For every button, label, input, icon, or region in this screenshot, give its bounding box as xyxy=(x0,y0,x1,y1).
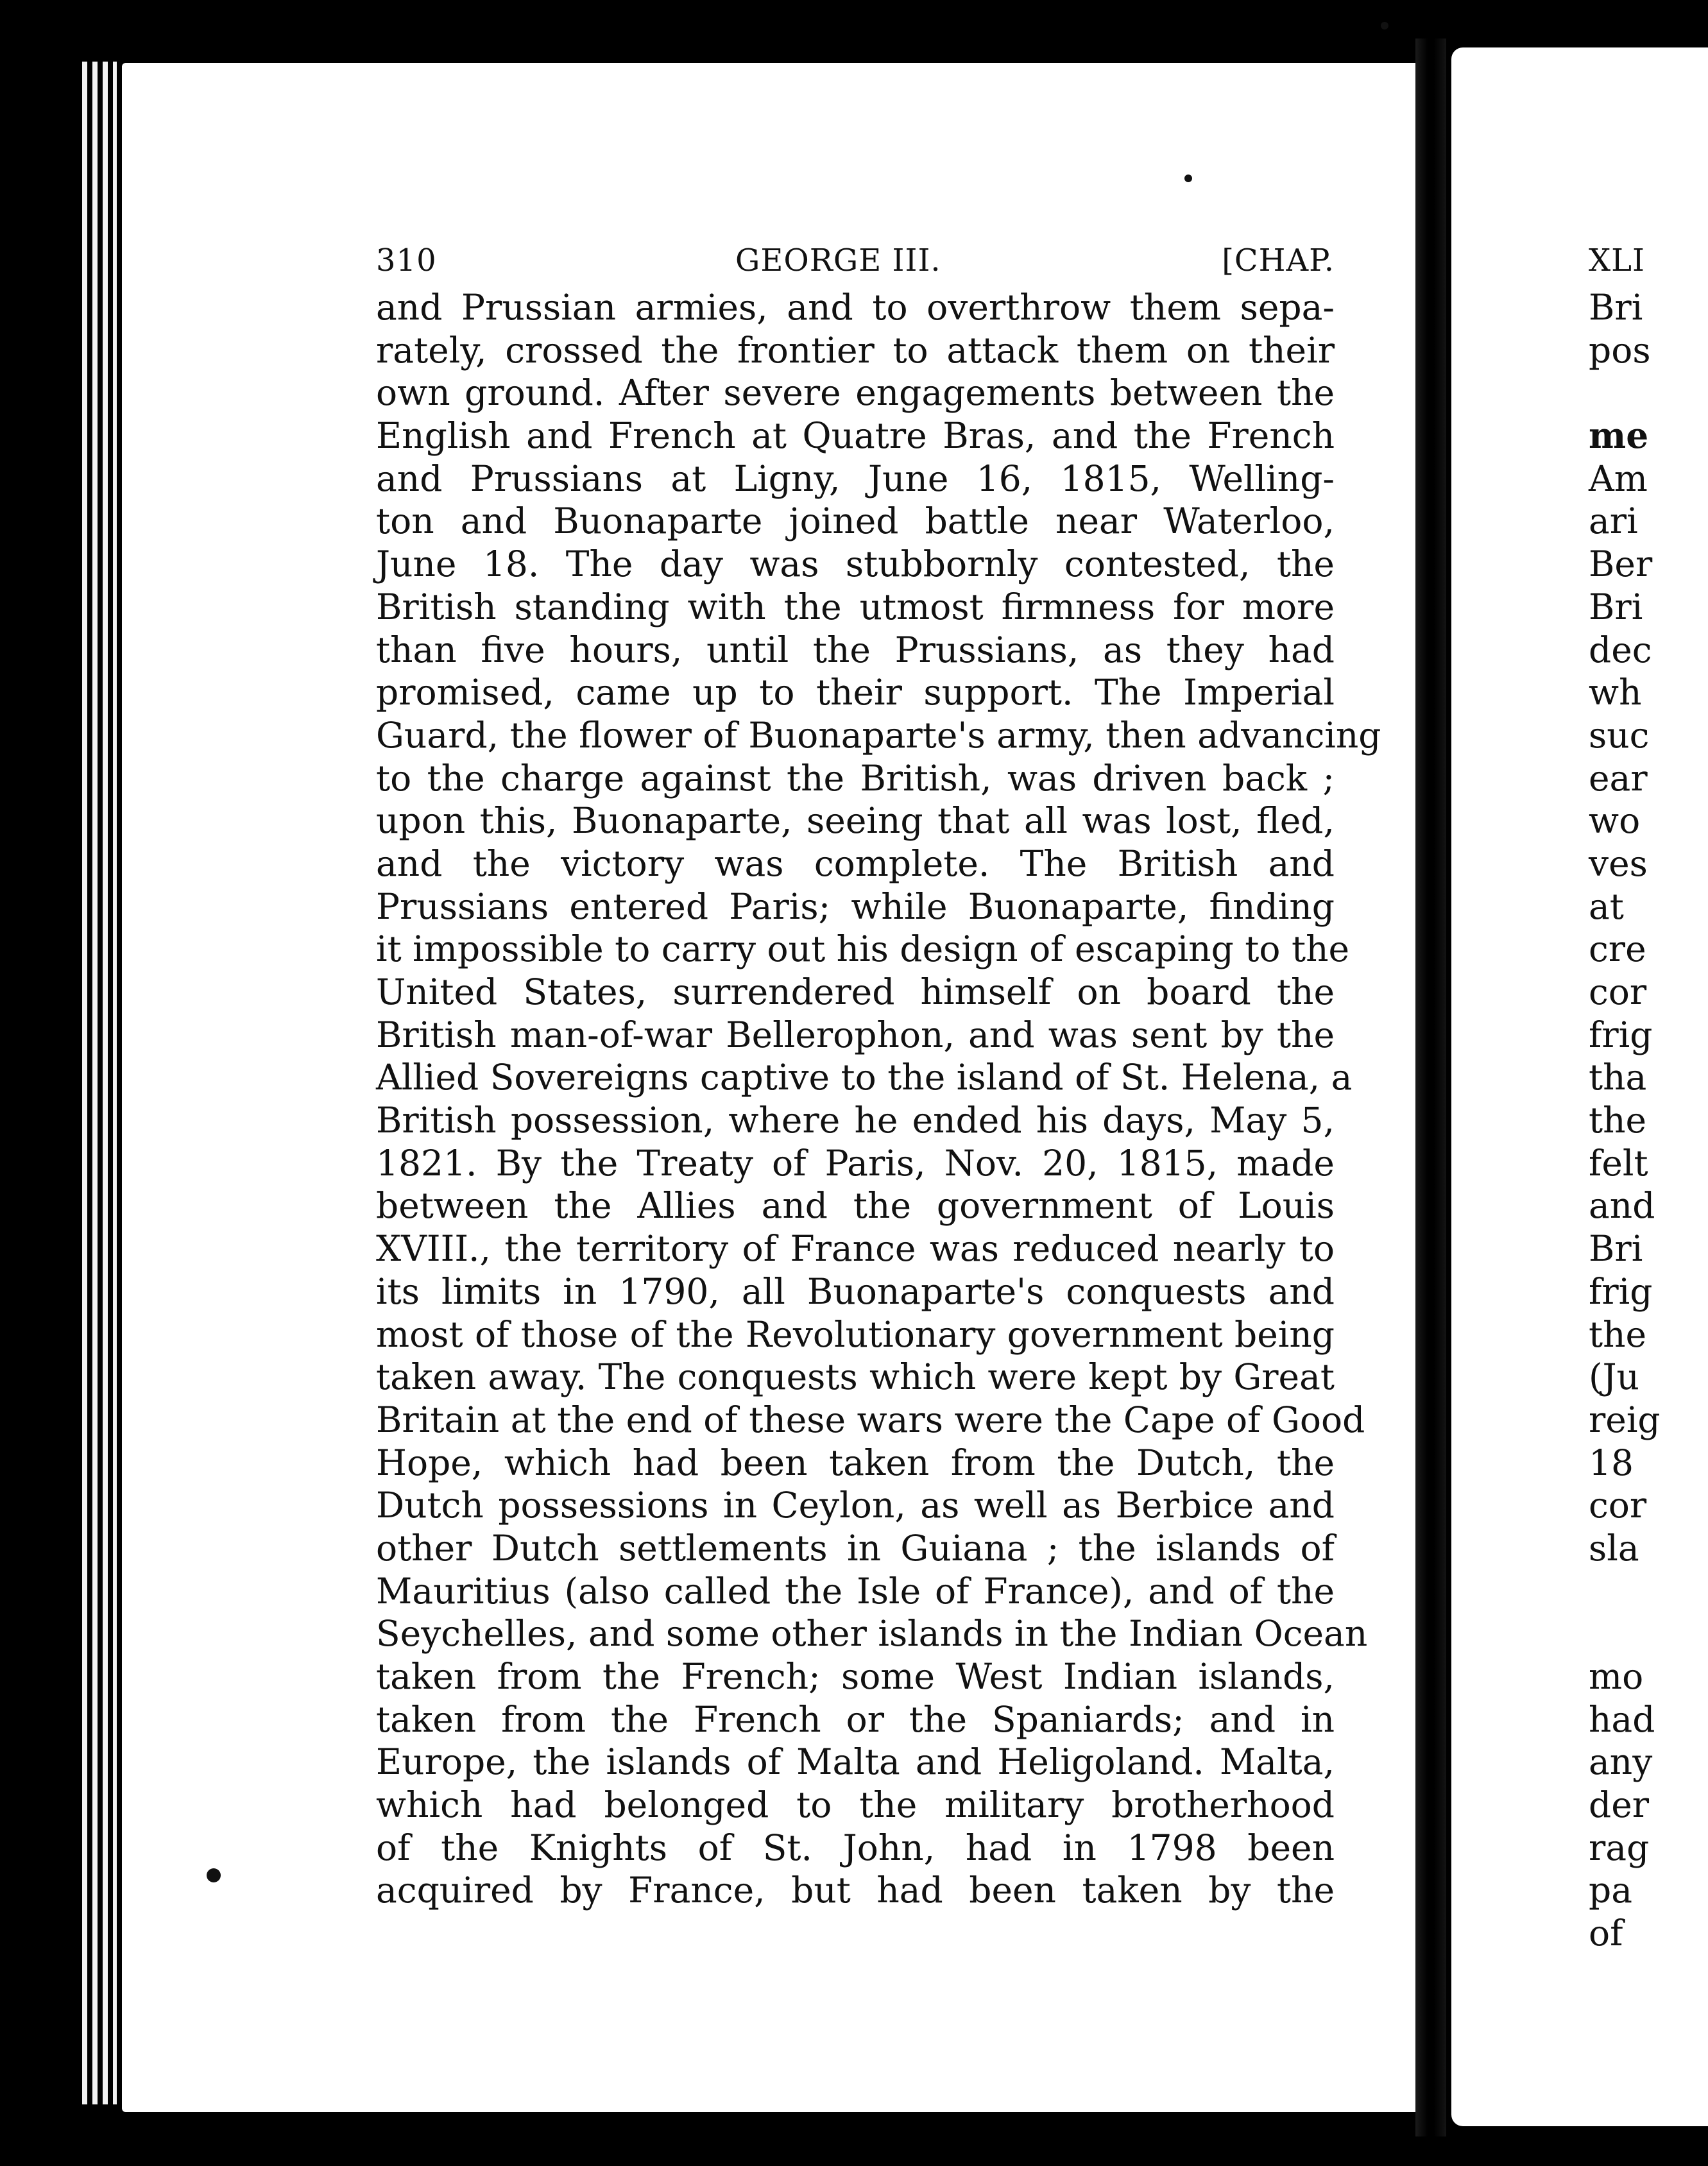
text-line-fragment: Bri xyxy=(1589,1228,1643,1270)
text-line-fragment: of xyxy=(1589,1913,1623,1954)
text-line: which had belonged to the military brotherhood xyxy=(376,1784,1335,1826)
text-line-fragment: and xyxy=(1589,1185,1655,1227)
text-line: and Prussians at Ligny, June 16, 1815, Welling- xyxy=(376,457,1335,499)
ink-speck xyxy=(1381,22,1388,30)
text-line-fragment: dec xyxy=(1589,629,1652,670)
page-edge xyxy=(82,62,87,2104)
right-page-text xyxy=(1589,235,1678,1955)
text-line-fragment: Ber xyxy=(1589,543,1653,585)
left-page-text xyxy=(376,235,1381,1912)
text-line: British possession, where he ended his days, May 5, xyxy=(376,1100,1335,1141)
text-line-fragment: the xyxy=(1589,1100,1647,1141)
text-line: British standing with the utmost firmness for more xyxy=(376,586,1335,627)
text-line-fragment: felt xyxy=(1589,1142,1648,1184)
text-line: June 18. The day was stubbornly contested, the xyxy=(376,543,1335,585)
text-line-fragment: any xyxy=(1589,1741,1653,1783)
text-line: United States, surrendered himself on board the xyxy=(376,971,1335,1012)
text-line: and the victory was complete. The British and xyxy=(376,842,1335,884)
right-body-text xyxy=(1589,286,1678,1955)
running-title: GEORGE III. xyxy=(735,243,941,278)
text-line-fragment: 18 xyxy=(1589,1442,1634,1483)
text-line-fragment: wh xyxy=(1589,672,1642,713)
text-line-fragment: wo xyxy=(1589,800,1641,842)
text-line: ton and Buonaparte joined battle near Waterloo, xyxy=(376,500,1335,542)
text-line-fragment: pa xyxy=(1589,1870,1632,1911)
text-line-fragment: Bri xyxy=(1589,586,1643,627)
text-line-fragment: sla xyxy=(1589,1527,1639,1569)
page-edge xyxy=(103,62,108,2104)
text-line-fragment xyxy=(1589,1612,1678,1655)
ink-speck xyxy=(1184,175,1192,182)
chapter-marker: [CHAP. xyxy=(1222,243,1335,278)
running-header xyxy=(376,235,1335,286)
text-line-fragment: ves xyxy=(1589,842,1648,884)
text-line-fragment: at xyxy=(1589,885,1624,927)
text-line-fragment: Am xyxy=(1589,457,1648,499)
text-line-fragment: der xyxy=(1589,1784,1650,1826)
text-line-fragment: me xyxy=(1589,414,1649,457)
page-number: 310 xyxy=(376,243,437,278)
text-line-fragment: cre xyxy=(1589,928,1646,970)
text-line-fragment: reig xyxy=(1589,1399,1661,1440)
text-line-fragment: the xyxy=(1589,1313,1647,1355)
text-line: English and French at Quatre Bras, and the French xyxy=(376,415,1335,457)
text-line: between the Allies and the government of Louis xyxy=(376,1185,1335,1227)
text-line-fragment: Bri xyxy=(1589,287,1643,328)
text-line: Prussians entered Paris; while Buonaparte, finding xyxy=(376,885,1335,927)
body-text xyxy=(376,286,1381,1912)
ink-speck xyxy=(207,1868,221,1882)
text-line: it impossible to carry out his design of escaping to the xyxy=(376,928,1350,970)
text-line-fragment: frig xyxy=(1589,1270,1653,1312)
text-line: Europe, the islands of Malta and Heligoland. Malta, xyxy=(376,1741,1335,1783)
text-line: to the charge against the British, was driven back ; xyxy=(376,757,1335,799)
text-line-fragment: cor xyxy=(1589,971,1647,1012)
book-gutter xyxy=(1415,38,1446,2136)
text-line-fragment: tha xyxy=(1589,1057,1647,1098)
text-line-fragment: ear xyxy=(1589,757,1648,799)
text-line-fragment xyxy=(1589,1570,1678,1613)
text-line-fragment: (Ju xyxy=(1589,1356,1639,1398)
text-line: rately, crossed the frontier to attack them on their xyxy=(376,329,1335,371)
text-line: most of those of the Revolutionary government being xyxy=(376,1313,1335,1355)
text-line: Mauritius (also called the Isle of France), and of the xyxy=(376,1570,1335,1612)
text-line: promised, came up to their support. The Imperial xyxy=(376,672,1335,713)
text-line: other Dutch settlements in Guiana ; the islands of xyxy=(376,1527,1335,1569)
text-line: Hope, which had been taken from the Dutch, the xyxy=(376,1442,1335,1483)
text-line: own ground. After severe engagements between the xyxy=(376,372,1335,414)
right-running-header: XLI xyxy=(1589,243,1646,278)
text-line-fragment: pos xyxy=(1589,329,1651,371)
text-line-fragment: cor xyxy=(1589,1485,1647,1526)
text-line: acquired by France, but had been taken by the xyxy=(376,1870,1335,1911)
text-line-fragment: frig xyxy=(1589,1014,1653,1055)
text-line: than five hours, until the Prussians, as they had xyxy=(376,629,1335,670)
text-line: Britain at the end of these wars were the Cape of Good xyxy=(376,1399,1365,1440)
text-line-fragment: ari xyxy=(1589,500,1638,542)
text-line: and Prussian armies, and to overthrow them sepa- xyxy=(376,287,1335,328)
text-line: 1821. By the Treaty of Paris, Nov. 20, 1815, made xyxy=(376,1142,1335,1184)
text-line: Guard, the flower of Buonaparte's army, then advancing xyxy=(376,714,1381,756)
text-line: Dutch possessions in Ceylon, as well as Berbice and xyxy=(376,1485,1335,1526)
text-line: Allied Sovereigns captive to the island of St. Helena, a xyxy=(376,1057,1353,1098)
text-line-fragment: mo xyxy=(1589,1656,1644,1697)
text-line: taken away. The conquests which were kept by Great xyxy=(376,1356,1335,1398)
text-line: taken from the French; some West Indian islands, xyxy=(376,1656,1335,1697)
text-line: Seychelles, and some other islands in the Indian Ocean xyxy=(376,1613,1368,1655)
text-line: XVIII., the territory of France was reduced nearly to xyxy=(376,1228,1335,1270)
text-line: taken from the French or the Spaniards; and in xyxy=(376,1698,1335,1740)
text-line: its limits in 1790, all Buonaparte's conquests and xyxy=(376,1270,1335,1312)
text-line-fragment xyxy=(1589,371,1678,414)
text-line-fragment: had xyxy=(1589,1698,1655,1740)
text-line-fragment: suc xyxy=(1589,714,1650,756)
page-edge xyxy=(92,62,98,2104)
text-line-fragment: rag xyxy=(1589,1827,1650,1868)
text-line: British man-of-war Bellerophon, and was sent by the xyxy=(376,1014,1335,1055)
page-edge xyxy=(113,62,117,2104)
text-line: of the Knights of St. John, had in 1798 been xyxy=(376,1827,1335,1868)
text-line: upon this, Buonaparte, seeing that all was lost, fled, xyxy=(376,800,1335,842)
